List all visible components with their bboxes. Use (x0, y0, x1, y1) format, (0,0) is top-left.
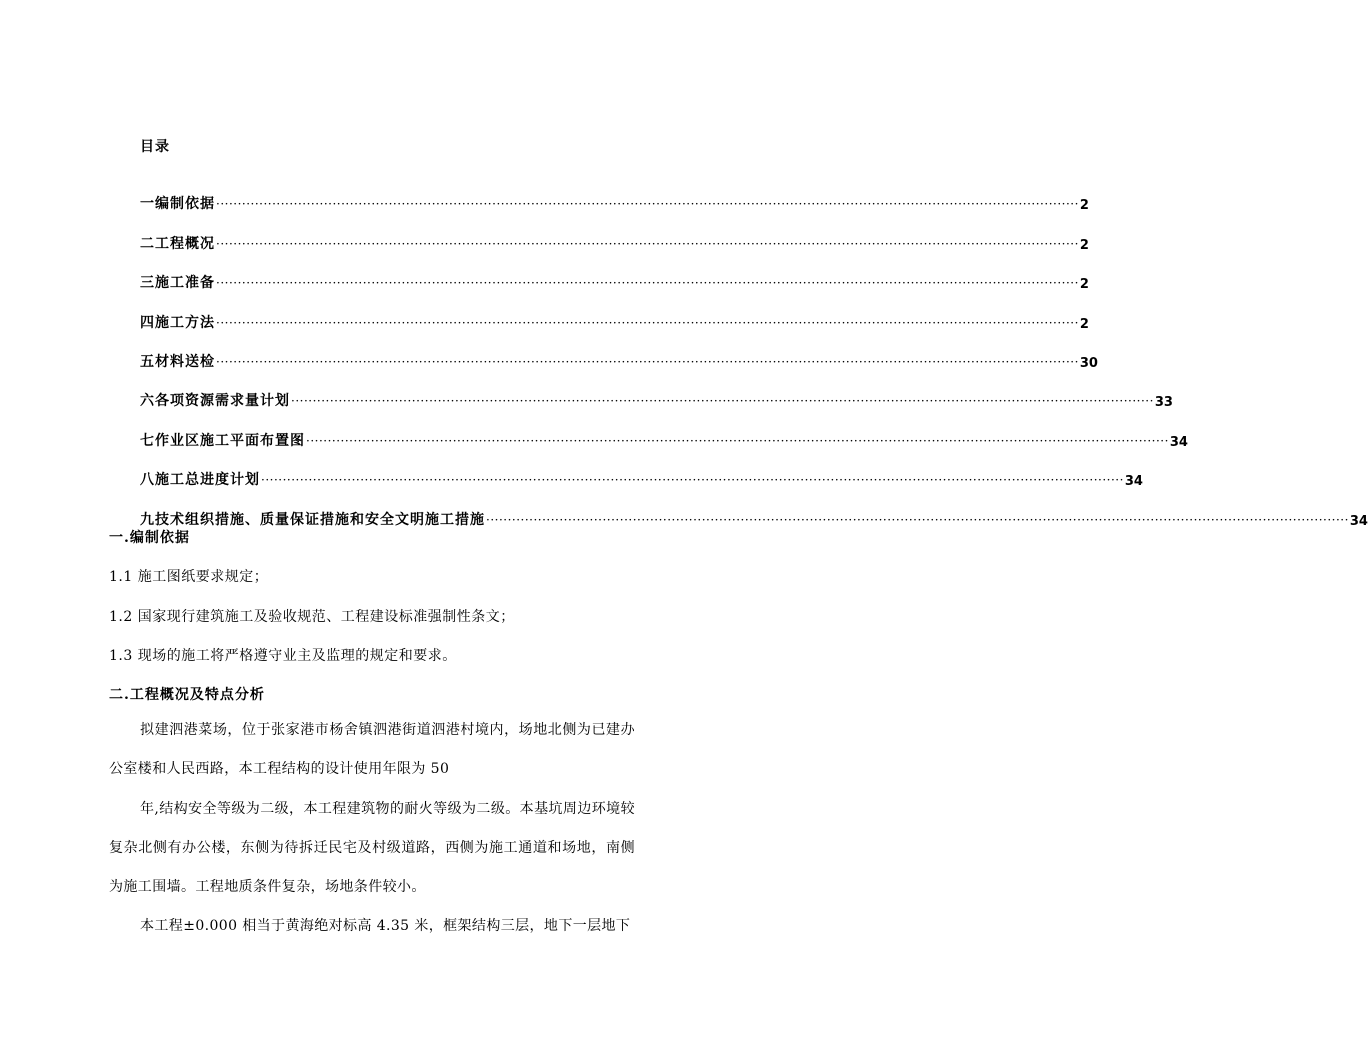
list-item: 1.3 现场的施工将严格遵守业主及监理的规定和要求。 (109, 648, 457, 664)
list-item: 1.1 施工图纸要求规定； (109, 569, 269, 585)
body-text (109, 711, 635, 947)
toc-leader-dots: ········································································································································································································ (261, 473, 1124, 488)
toc-entry-label: 八施工总进度计划 (140, 472, 260, 489)
toc-entry-label: 四施工方法 (140, 314, 215, 331)
toc-leader-dots: ········································································································································································································ (216, 197, 1079, 212)
toc-entry-label: 九技术组织措施、质量保证措施和安全文明施工措施 (140, 511, 485, 528)
toc-entry-label: 三施工准备 (140, 275, 215, 292)
toc-entry[interactable] (140, 371, 1173, 411)
toc-entry-page: 34 (1349, 513, 1368, 529)
toc-entry[interactable] (140, 332, 1098, 371)
table-of-contents (140, 174, 1368, 529)
toc-entry[interactable] (140, 253, 1089, 293)
toc-leader-dots: ········································································································································································································ (216, 236, 1079, 251)
toc-entry-label: 五材料送检 (140, 353, 215, 370)
section-heading: 一.编制依据 (109, 530, 190, 546)
toc-entry-page: 2 (1079, 237, 1089, 253)
toc-entry-page: 30 (1079, 355, 1098, 371)
toc-leader-dots: ········································································································································································································ (291, 394, 1154, 409)
toc-leader-dots: ········································································································································································································ (216, 276, 1079, 291)
toc-leader-dots: ········································································································································································································ (216, 315, 1079, 330)
toc-entry-page: 2 (1079, 277, 1089, 293)
toc-entry-label: 二工程概况 (140, 235, 215, 252)
toc-entry[interactable] (140, 174, 1089, 214)
toc-entry-label: 七作业区施工平面布置图 (140, 432, 305, 449)
toc-leader-dots: ········································································································································································································ (486, 512, 1349, 527)
section-heading: 二.工程概况及特点分析 (109, 687, 265, 703)
paragraph: 本工程±0.000 相当于黄海绝对标高 4.35 米，框架结构三层，地下一层地下 (140, 918, 631, 935)
toc-entry[interactable] (140, 410, 1188, 450)
toc-entry[interactable] (140, 292, 1089, 332)
paragraph: 拟建泗港菜场，位于张家港市杨舍镇泗港街道泗港村境内，场地北侧为已建办公室楼和人民西路，本工程结构的设计使用年限为 50 (109, 722, 635, 778)
toc-entry-page: 2 (1079, 198, 1089, 214)
toc-leader-dots: ········································································································································································································ (306, 433, 1169, 448)
toc-entry[interactable] (140, 450, 1143, 490)
list-item: 1.2 国家现行建筑施工及验收规范、工程建设标准强制性条文； (109, 609, 515, 625)
toc-entry-label: 六各项资源需求量计划 (140, 393, 290, 410)
toc-entry-page: 34 (1169, 434, 1188, 450)
toc-title: 目录 (140, 139, 170, 155)
toc-entry-page: 33 (1154, 395, 1173, 411)
paragraph: 年,结构安全等级为二级，本工程建筑物的耐火等级为二级。本基坑周边环境较复杂北侧有办公楼，东侧为待拆迁民宅及村级道路，西侧为施工通道和场地，南侧为施工围墙。工程地质条件复杂，场地条件较小。 (109, 800, 635, 896)
toc-entry-page: 2 (1079, 316, 1089, 332)
toc-entry-label: 一编制依据 (140, 196, 215, 213)
toc-entry-page: 34 (1124, 474, 1143, 490)
toc-leader-dots: ········································································································································································································ (216, 354, 1079, 369)
toc-entry[interactable] (140, 213, 1089, 253)
toc-entry[interactable] (140, 489, 1368, 529)
